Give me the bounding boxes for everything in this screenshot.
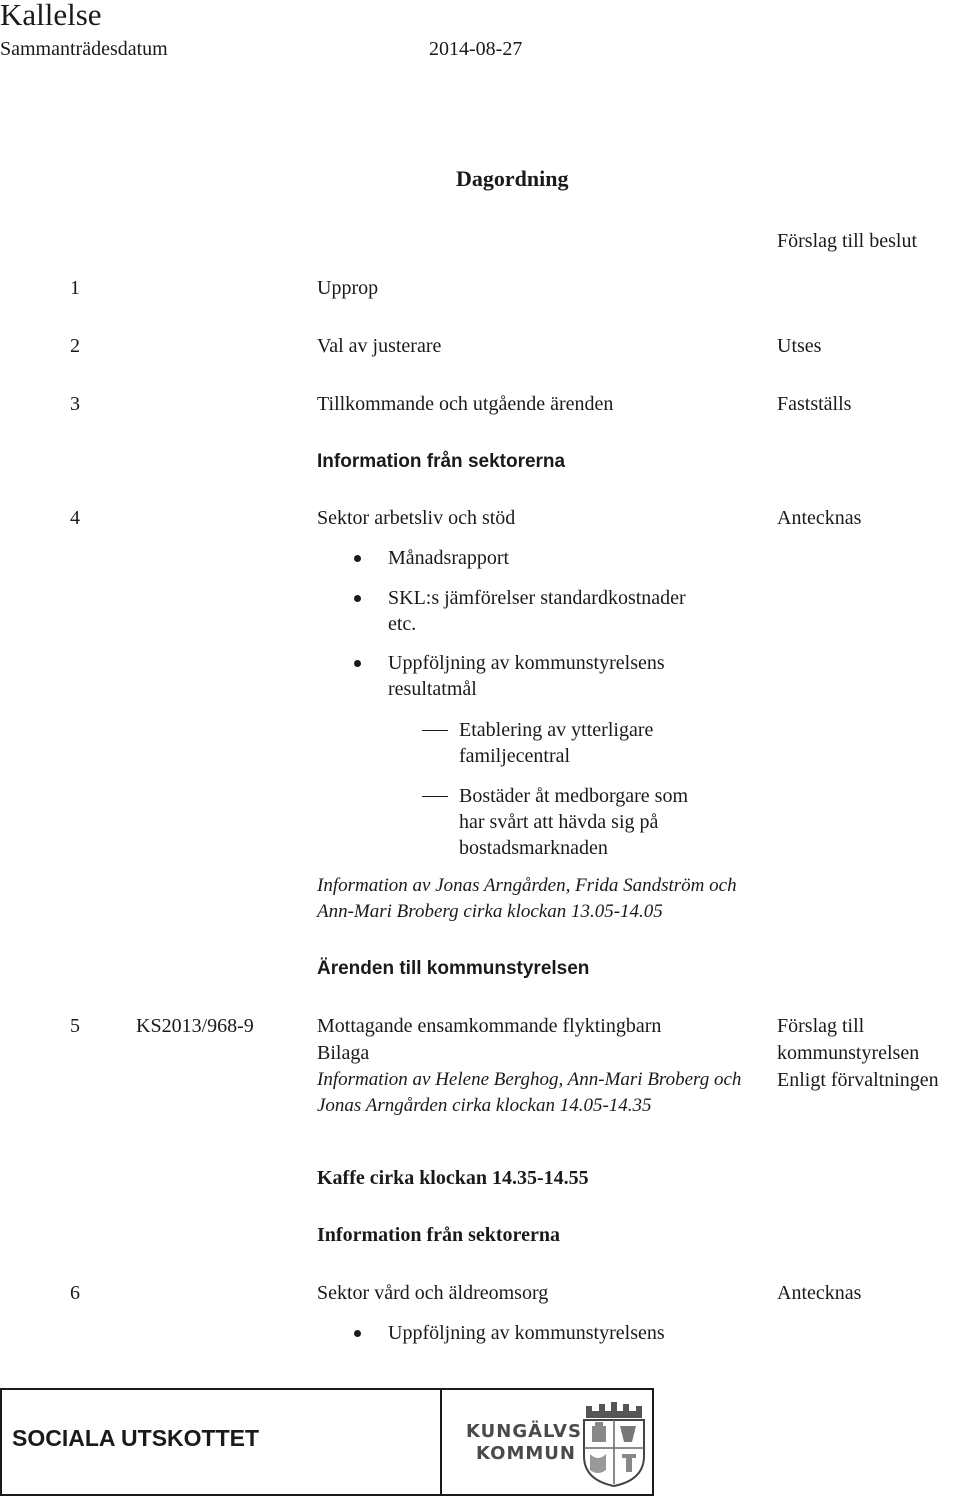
footer: [0, 1388, 654, 1496]
document-title: Kallelse: [0, 0, 102, 32]
item-1-title: Upprop: [317, 277, 379, 299]
item-3-decision: Fastställs: [777, 393, 852, 415]
item-2-title: Val av justerare: [317, 335, 442, 357]
date-label: Sammanträdesdatum: [0, 38, 168, 60]
item-4-bullet-3-line-2: resultatmål: [388, 678, 477, 700]
item-5-attachment: Bilaga: [317, 1042, 370, 1064]
item-6-bullet-1: Uppföljning av kommunstyrelsens: [388, 1322, 665, 1344]
item-4-bullet-2-line-1: SKL:s jämförelser standardkostnader: [388, 587, 686, 609]
item-4-sub-1-line-2: familjecentral: [459, 745, 571, 767]
item-6-title: Sektor vård och äldreomsorg: [317, 1282, 549, 1304]
item-5-info-line-1: Information av Helene Berghog, Ann-Mari Broberg och: [317, 1069, 742, 1090]
item-5-info-line-2: Jonas Arngården cirka klockan 14.05-14.35: [317, 1095, 652, 1116]
item-5-decision-line-2: kommunstyrelsen: [777, 1042, 920, 1064]
dash-icon: [422, 796, 448, 797]
item-2-number: 2: [70, 335, 80, 357]
item-6-decision: Antecknas: [777, 1282, 862, 1304]
item-4-sub-2-line-2: har svårt att hävda sig på: [459, 811, 659, 833]
item-4-bullet-1: Månadsrapport: [388, 547, 510, 569]
item-4-bullet-3-line-1: Uppföljning av kommunstyrelsens: [388, 652, 665, 674]
item-4-title: Sektor arbetsliv och stöd: [317, 507, 516, 529]
bullet-icon: [354, 660, 361, 667]
item-4-decision: Antecknas: [777, 507, 862, 529]
footer-divider: [440, 1390, 442, 1494]
bullet-icon: [354, 555, 361, 562]
date-value: 2014-08-27: [429, 38, 523, 60]
item-5-number: 5: [70, 1015, 80, 1037]
agenda-heading: Dagordning: [456, 166, 569, 191]
item-3-number: 3: [70, 393, 80, 415]
proposal-heading: Förslag till beslut: [777, 230, 917, 252]
logo-text-line-2: KOMMUN: [476, 1443, 576, 1464]
item-6-number: 6: [70, 1282, 80, 1304]
section-heading-info-1: Information från sektorerna: [317, 451, 566, 472]
item-2-decision: Utses: [777, 335, 822, 357]
committee-name: SOCIALA UTSKOTTET: [12, 1425, 260, 1451]
item-4-info-line-1: Information av Jonas Arngården, Frida Sandström och: [317, 875, 737, 896]
logo-text-line-1: KUNGÄLVS: [466, 1421, 582, 1442]
item-5-decision-line-3: Enligt förvaltningen: [777, 1069, 939, 1091]
section-heading-ks: Ärenden till kommunstyrelsen: [317, 958, 590, 979]
item-4-sub-1-line-1: Etablering av ytterligare: [459, 719, 654, 741]
item-5-title: Mottagande ensamkommande flyktingbarn: [317, 1015, 662, 1037]
bullet-icon: [354, 1330, 361, 1337]
item-1-number: 1: [70, 277, 80, 299]
coat-of-arms-icon: [580, 1396, 648, 1488]
section-heading-info-2: Information från sektorerna: [317, 1224, 560, 1246]
bullet-icon: [354, 595, 361, 602]
item-4-bullet-2-line-2: etc.: [388, 613, 417, 635]
item-4-info-line-2: Ann-Mari Broberg cirka klockan 13.05-14.05: [317, 901, 663, 922]
item-5-decision-line-1: Förslag till: [777, 1015, 865, 1037]
item-4-number: 4: [70, 507, 80, 529]
item-5-case-number: KS2013/968-9: [136, 1015, 254, 1037]
item-4-sub-2-line-1: Bostäder åt medborgare som: [459, 785, 689, 807]
dash-icon: [422, 730, 448, 731]
item-3-title: Tillkommande och utgående ärenden: [317, 393, 614, 415]
item-4-sub-2-line-3: bostadsmarknaden: [459, 837, 608, 859]
coffee-break: Kaffe cirka klockan 14.35-14.55: [317, 1167, 589, 1189]
